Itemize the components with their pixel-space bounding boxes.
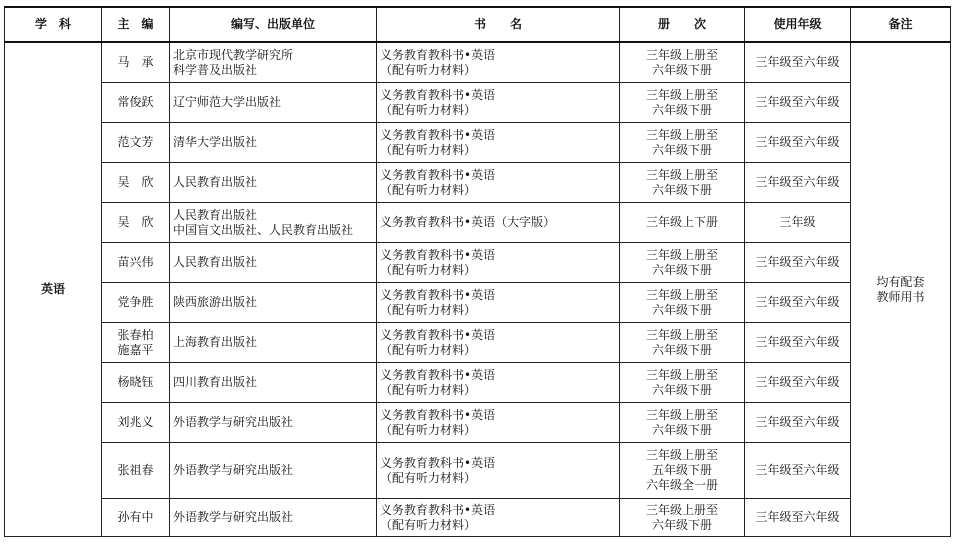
publisher-cell: 人民教育出版社 (170, 243, 377, 283)
volume-cell: 三年级上册至 六年级下册 (620, 323, 745, 363)
title-cell: 义务教育教科书•英语 （配有听力材料） (377, 42, 620, 83)
grade-cell: 三年级至六年级 (745, 283, 851, 323)
header-subject: 学 科 (5, 7, 102, 42)
title-cell: 义务教育教科书•英语 （配有听力材料） (377, 283, 620, 323)
publisher-cell: 北京市现代教学研究所 科学普及出版社 (170, 42, 377, 83)
grade-cell: 三年级至六年级 (745, 323, 851, 363)
table-row (5, 42, 951, 83)
table-row (5, 363, 951, 403)
grade-cell: 三年级至六年级 (745, 363, 851, 403)
publisher-cell: 陕西旅游出版社 (170, 283, 377, 323)
title-cell: 义务教育教科书•英语（大字版） (377, 203, 620, 243)
table-row (5, 323, 951, 363)
grade-cell: 三年级至六年级 (745, 243, 851, 283)
publisher-cell: 清华大学出版社 (170, 123, 377, 163)
textbook-table (4, 6, 951, 537)
publisher-cell: 外语教学与研究出版社 (170, 443, 377, 499)
publisher-cell: 人民教育出版社 中国盲文出版社、人民教育出版社 (170, 203, 377, 243)
title-cell: 义务教育教科书•英语 （配有听力材料） (377, 499, 620, 537)
grade-cell: 三年级至六年级 (745, 42, 851, 83)
volume-cell: 三年级上册至 六年级下册 (620, 403, 745, 443)
editor-cell: 范文芳 (102, 123, 170, 163)
editor-cell: 党争胜 (102, 283, 170, 323)
table-row (5, 243, 951, 283)
editor-cell: 苗兴伟 (102, 243, 170, 283)
header-volume: 册 次 (620, 7, 745, 42)
header-title: 书 名 (377, 7, 620, 42)
volume-cell: 三年级上册至 五年级下册 六年级全一册 (620, 443, 745, 499)
volume-cell: 三年级上册至 六年级下册 (620, 123, 745, 163)
table-row (5, 83, 951, 123)
grade-cell: 三年级至六年级 (745, 83, 851, 123)
title-cell: 义务教育教科书•英语 （配有听力材料） (377, 363, 620, 403)
editor-cell: 孙有中 (102, 499, 170, 537)
editor-cell: 张春柏 施嘉平 (102, 323, 170, 363)
publisher-cell: 人民教育出版社 (170, 163, 377, 203)
table-row (5, 123, 951, 163)
volume-cell: 三年级上册至 六年级下册 (620, 499, 745, 537)
title-cell: 义务教育教科书•英语 （配有听力材料） (377, 123, 620, 163)
header-editor: 主 编 (102, 7, 170, 42)
editor-cell: 马 承 (102, 42, 170, 83)
remark-cell: 均有配套 教师用书 (851, 42, 951, 537)
title-cell: 义务教育教科书•英语 （配有听力材料） (377, 443, 620, 499)
table-row (5, 499, 951, 537)
title-cell: 义务教育教科书•英语 （配有听力材料） (377, 403, 620, 443)
title-cell: 义务教育教科书•英语 （配有听力材料） (377, 163, 620, 203)
publisher-cell: 上海教育出版社 (170, 323, 377, 363)
volume-cell: 三年级上册至 六年级下册 (620, 83, 745, 123)
editor-cell: 吴 欣 (102, 203, 170, 243)
table-body (5, 42, 951, 537)
grade-cell: 三年级至六年级 (745, 443, 851, 499)
volume-cell: 三年级上下册 (620, 203, 745, 243)
table-row (5, 163, 951, 203)
header-publisher: 编写、出版单位 (170, 7, 377, 42)
volume-cell: 三年级上册至 六年级下册 (620, 163, 745, 203)
table-row (5, 443, 951, 499)
volume-cell: 三年级上册至 六年级下册 (620, 42, 745, 83)
header-row (5, 7, 951, 42)
grade-cell: 三年级 (745, 203, 851, 243)
editor-cell: 刘兆义 (102, 403, 170, 443)
editor-cell: 常俊跃 (102, 83, 170, 123)
editor-cell: 杨晓钰 (102, 363, 170, 403)
publisher-cell: 外语教学与研究出版社 (170, 403, 377, 443)
publisher-cell: 辽宁师范大学出版社 (170, 83, 377, 123)
table-row (5, 283, 951, 323)
title-cell: 义务教育教科书•英语 （配有听力材料） (377, 83, 620, 123)
editor-cell: 张祖春 (102, 443, 170, 499)
volume-cell: 三年级上册至 六年级下册 (620, 283, 745, 323)
title-cell: 义务教育教科书•英语 （配有听力材料） (377, 243, 620, 283)
table-row (5, 403, 951, 443)
publisher-cell: 四川教育出版社 (170, 363, 377, 403)
volume-cell: 三年级上册至 六年级下册 (620, 363, 745, 403)
header-remark: 备注 (851, 7, 951, 42)
grade-cell: 三年级至六年级 (745, 163, 851, 203)
subject-cell: 英语 (5, 42, 102, 537)
publisher-cell: 外语教学与研究出版社 (170, 499, 377, 537)
title-cell: 义务教育教科书•英语 （配有听力材料） (377, 323, 620, 363)
grade-cell: 三年级至六年级 (745, 123, 851, 163)
grade-cell: 三年级至六年级 (745, 403, 851, 443)
editor-cell: 吴 欣 (102, 163, 170, 203)
volume-cell: 三年级上册至 六年级下册 (620, 243, 745, 283)
header-grade: 使用年级 (745, 7, 851, 42)
table-row (5, 203, 951, 243)
grade-cell: 三年级至六年级 (745, 499, 851, 537)
